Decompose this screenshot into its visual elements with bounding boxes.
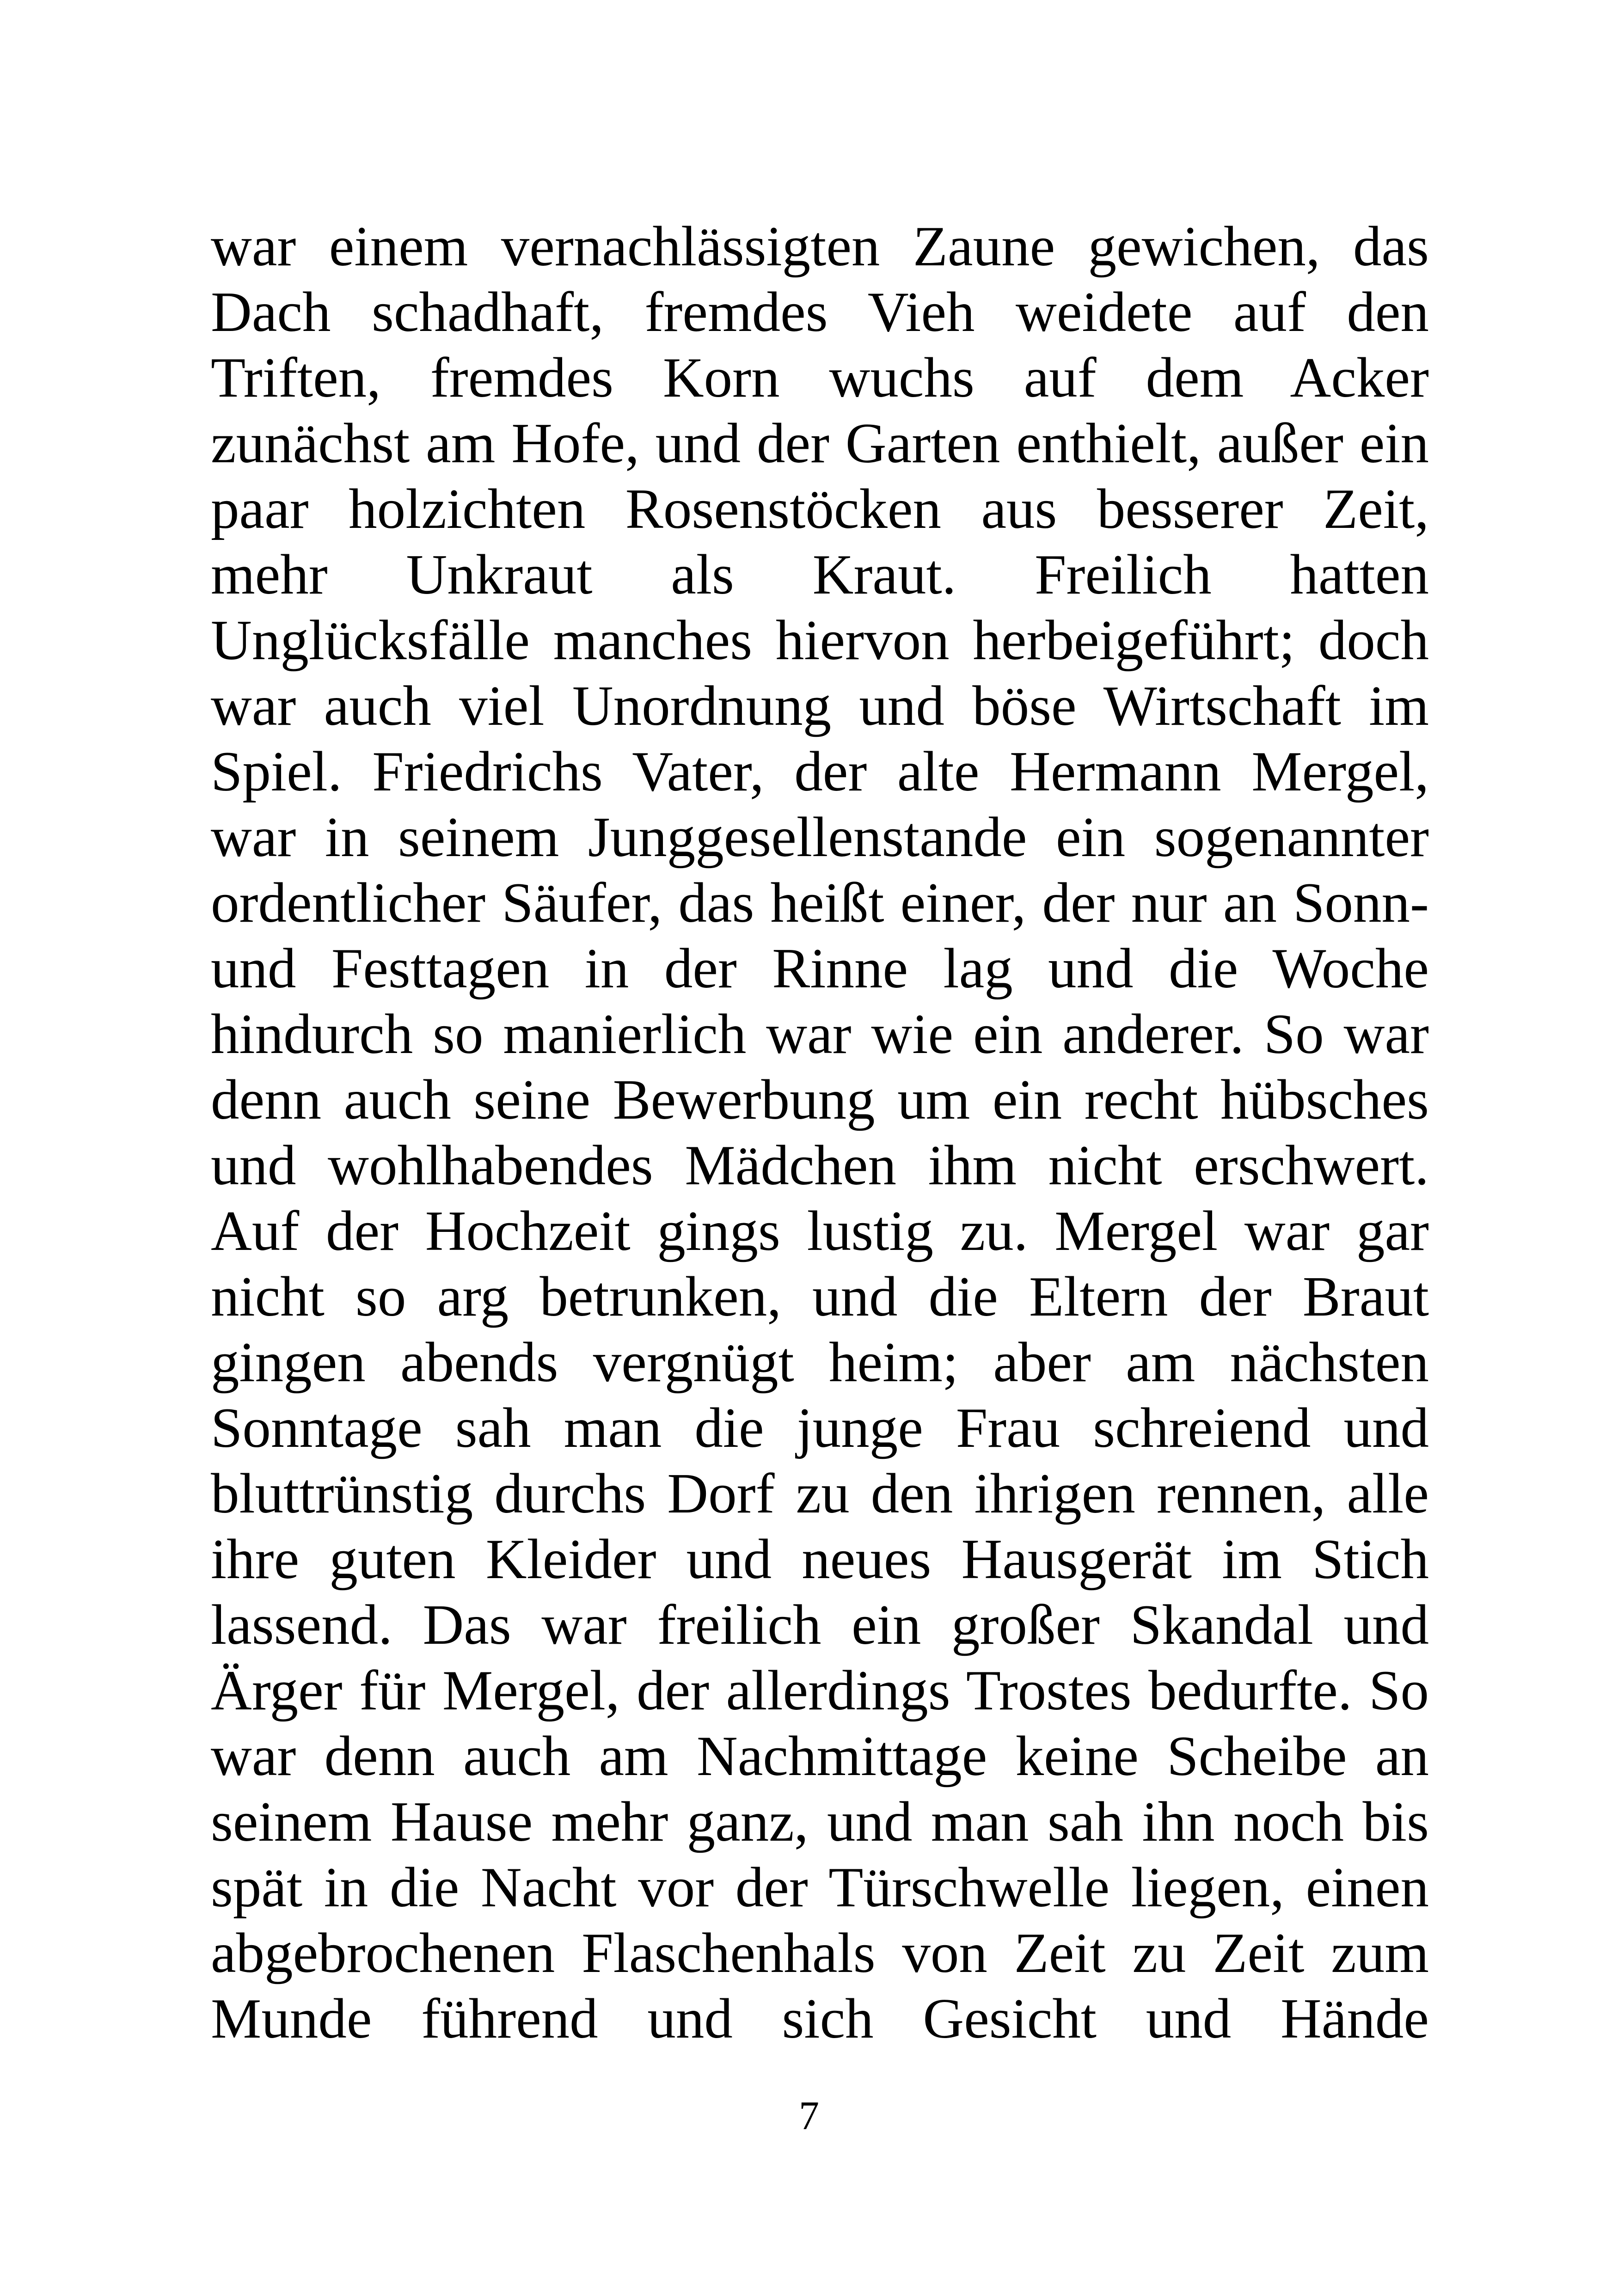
text-line: lassend. Das war freilich ein großer Skandal und [211, 1593, 1429, 1656]
text-line: Munde führend und sich Gesicht und Hände [211, 1987, 1429, 2050]
page-number: 7 [799, 2094, 819, 2138]
text-line: Sonntage sah man die junge Frau schreiend und [211, 1396, 1429, 1459]
text-line: Ärger für Mergel, der allerdings Trostes bedurfte. So [211, 1659, 1429, 1722]
body-text [211, 214, 1429, 2051]
text-line: Unglücksfälle manches hiervon herbeigeführt; doch [211, 608, 1429, 672]
text-line: nicht so arg betrunken, und die Eltern der Braut [211, 1265, 1429, 1328]
text-line: mehr Unkraut als Kraut. Freilich hatten [211, 543, 1429, 606]
text-line: und wohlhabendes Mädchen ihm nicht erschwert. [211, 1133, 1429, 1197]
text-line: abgebrochenen Flaschenhals von Zeit zu Zeit zum [211, 1921, 1429, 1984]
text-line: paar holzichten Rosenstöcken aus besserer Zeit, [211, 477, 1429, 540]
text-line: bluttrünstig durchs Dorf zu den ihrigen rennen, alle [211, 1462, 1429, 1525]
text-line: zunächst am Hofe, und der Garten enthielt, außer ein [211, 411, 1429, 475]
text-line: Triften, fremdes Korn wuchs auf dem Acker [211, 346, 1429, 409]
text-line: war denn auch am Nachmittage keine Scheibe an [211, 1724, 1429, 1788]
text-line: und Festtagen in der Rinne lag und die Woche [211, 937, 1429, 1000]
text-line: hindurch so manierlich war wie ein anderer. So war [211, 1002, 1429, 1065]
text-line: war in seinem Junggesellenstande ein sogenannter [211, 805, 1429, 869]
text-line: Spiel. Friedrichs Vater, der alte Hermann Mergel, [211, 740, 1429, 803]
text-line: denn auch seine Bewerbung um ein recht hübsches [211, 1068, 1429, 1131]
text-line: war einem vernachlässigten Zaune gewichen, das [211, 214, 1429, 278]
text-line: Dach schadhaft, fremdes Vieh weidete auf den [211, 280, 1429, 343]
text-line: seinem Hause mehr ganz, und man sah ihn noch bis [211, 1790, 1429, 1853]
text-line: ordentlicher Säufer, das heißt einer, der nur an Sonn- [211, 871, 1429, 934]
text-line: gingen abends vergnügt heim; aber am nächsten [211, 1330, 1429, 1394]
text-line: spät in die Nacht vor der Türschwelle liegen, einen [211, 1855, 1429, 1919]
text-line: ihre guten Kleider und neues Hausgerät im Stich [211, 1527, 1429, 1591]
text-line: Auf der Hochzeit gings lustig zu. Mergel war gar [211, 1199, 1429, 1262]
text-line: war auch viel Unordnung und böse Wirtschaft im [211, 674, 1429, 737]
